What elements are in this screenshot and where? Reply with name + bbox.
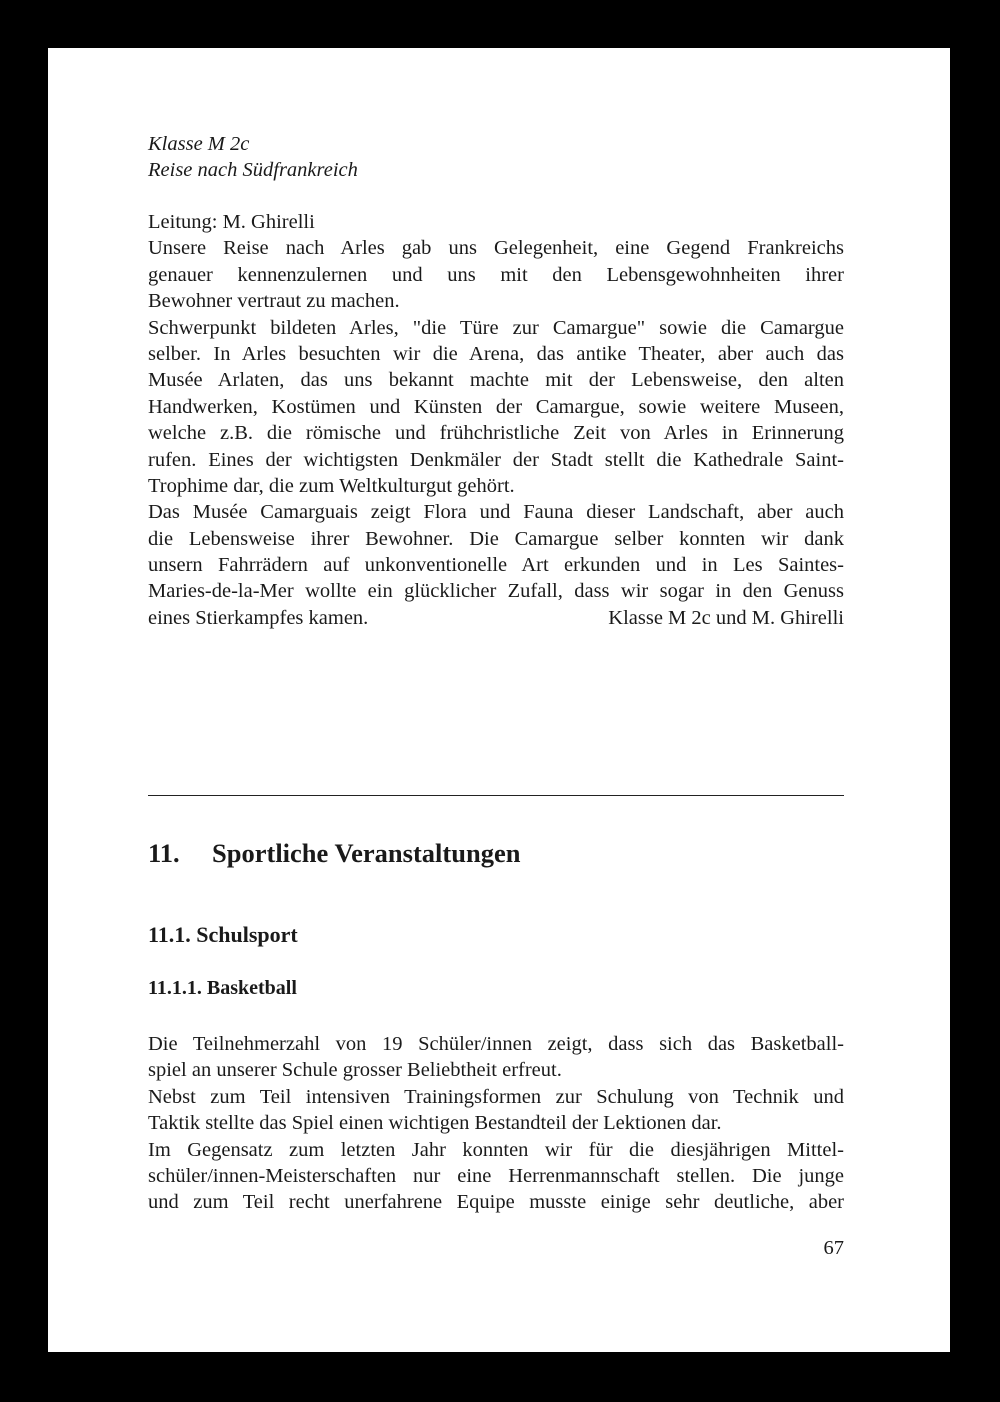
text-line: Unsere Reise nach Arles gab uns Gelegenheit, eine Gegend Frankreichs (148, 237, 844, 260)
trip-report-paragraph (148, 209, 844, 631)
class-heading: Klasse M 2c (148, 133, 250, 155)
section-divider (148, 795, 844, 796)
text-line: selber. In Arles besuchten wir die Arena, das antike Theater, aber auch das (148, 342, 844, 365)
text-line: Bewohner vertraut zu machen. (148, 290, 400, 313)
page-number: 67 (823, 1237, 844, 1259)
text-line: welche z.B. die römische und frühchristliche Zeit von Arles in Erinnerung (148, 422, 844, 445)
text-line: spiel an unserer Schule grosser Beliebtheit erfreut. (148, 1059, 562, 1082)
text-line: unsern Fahrrädern auf unkonventionelle Art erkunden und in Les Saintes- (148, 554, 844, 577)
text-line: Taktik stellte das Spiel einen wichtigen Bestandteil der Lektionen dar. (148, 1112, 722, 1135)
text-line: schüler/innen-Meisterschaften nur eine Herrenmannschaft stellen. Die junge (148, 1164, 844, 1187)
text-line: Maries-de-la-Mer wollte ein glücklicher Zufall, dass wir sogar in den Genuss (148, 580, 844, 603)
text-line: Musée Arlaten, das uns bekannt machte mit der Lebensweise, den alten (148, 369, 844, 392)
text-line: und zum Teil recht unerfahrene Equipe musste einige sehr deutliche, aber (148, 1191, 844, 1214)
basketball-paragraph (148, 1031, 844, 1216)
subsection-heading: 11.1. Schulsport (148, 922, 298, 947)
text-line: Die Teilnehmerzahl von 19 Schüler/innen zeigt, dass sich das Basketball- (148, 1033, 844, 1055)
last-text-line: eines Stierkampfes kamen. (148, 606, 369, 629)
subsubsection-heading: 11.1.1. Basketball (148, 977, 297, 999)
text-line: Nebst zum Teil intensiven Trainingsformen zur Schulung von Technik und (148, 1085, 844, 1108)
text-line: Trophime dar, die zum Weltkulturgut gehört. (148, 474, 515, 497)
trip-heading: Reise nach Südfrankreich (148, 159, 358, 182)
text-line: Das Musée Camarguais zeigt Flora und Fauna dieser Landschaft, aber auch (148, 501, 844, 524)
section-title: Sportliche Veranstaltungen (212, 838, 521, 868)
section-heading (148, 838, 520, 869)
text-line: genauer kennenzulernen und uns mit den Lebensgewohnheiten ihrer (148, 263, 844, 286)
document-page (48, 48, 950, 1352)
section-number: 11. (148, 838, 180, 868)
text-line: Leitung: M. Ghirelli (148, 211, 315, 233)
closing-line (148, 605, 844, 631)
text-line: die Lebensweise ihrer Bewohner. Die Camargue selber konnten wir dank (148, 527, 844, 550)
text-line: rufen. Eines der wichtigsten Denkmäler der Stadt stellt die Kathedrale Saint- (148, 448, 844, 471)
header-block (148, 131, 844, 184)
text-line: Schwerpunkt bildeten Arles, "die Türe zur Camargue" sowie die Camargue (148, 316, 844, 339)
signature: Klasse M 2c und M. Ghirelli (608, 606, 844, 629)
text-line: Handwerken, Kostümen und Künsten der Camargue, sowie weitere Museen, (148, 395, 844, 418)
text-line: Im Gegensatz zum letzten Jahr konnten wir für die diesjährigen Mittel- (148, 1138, 844, 1161)
